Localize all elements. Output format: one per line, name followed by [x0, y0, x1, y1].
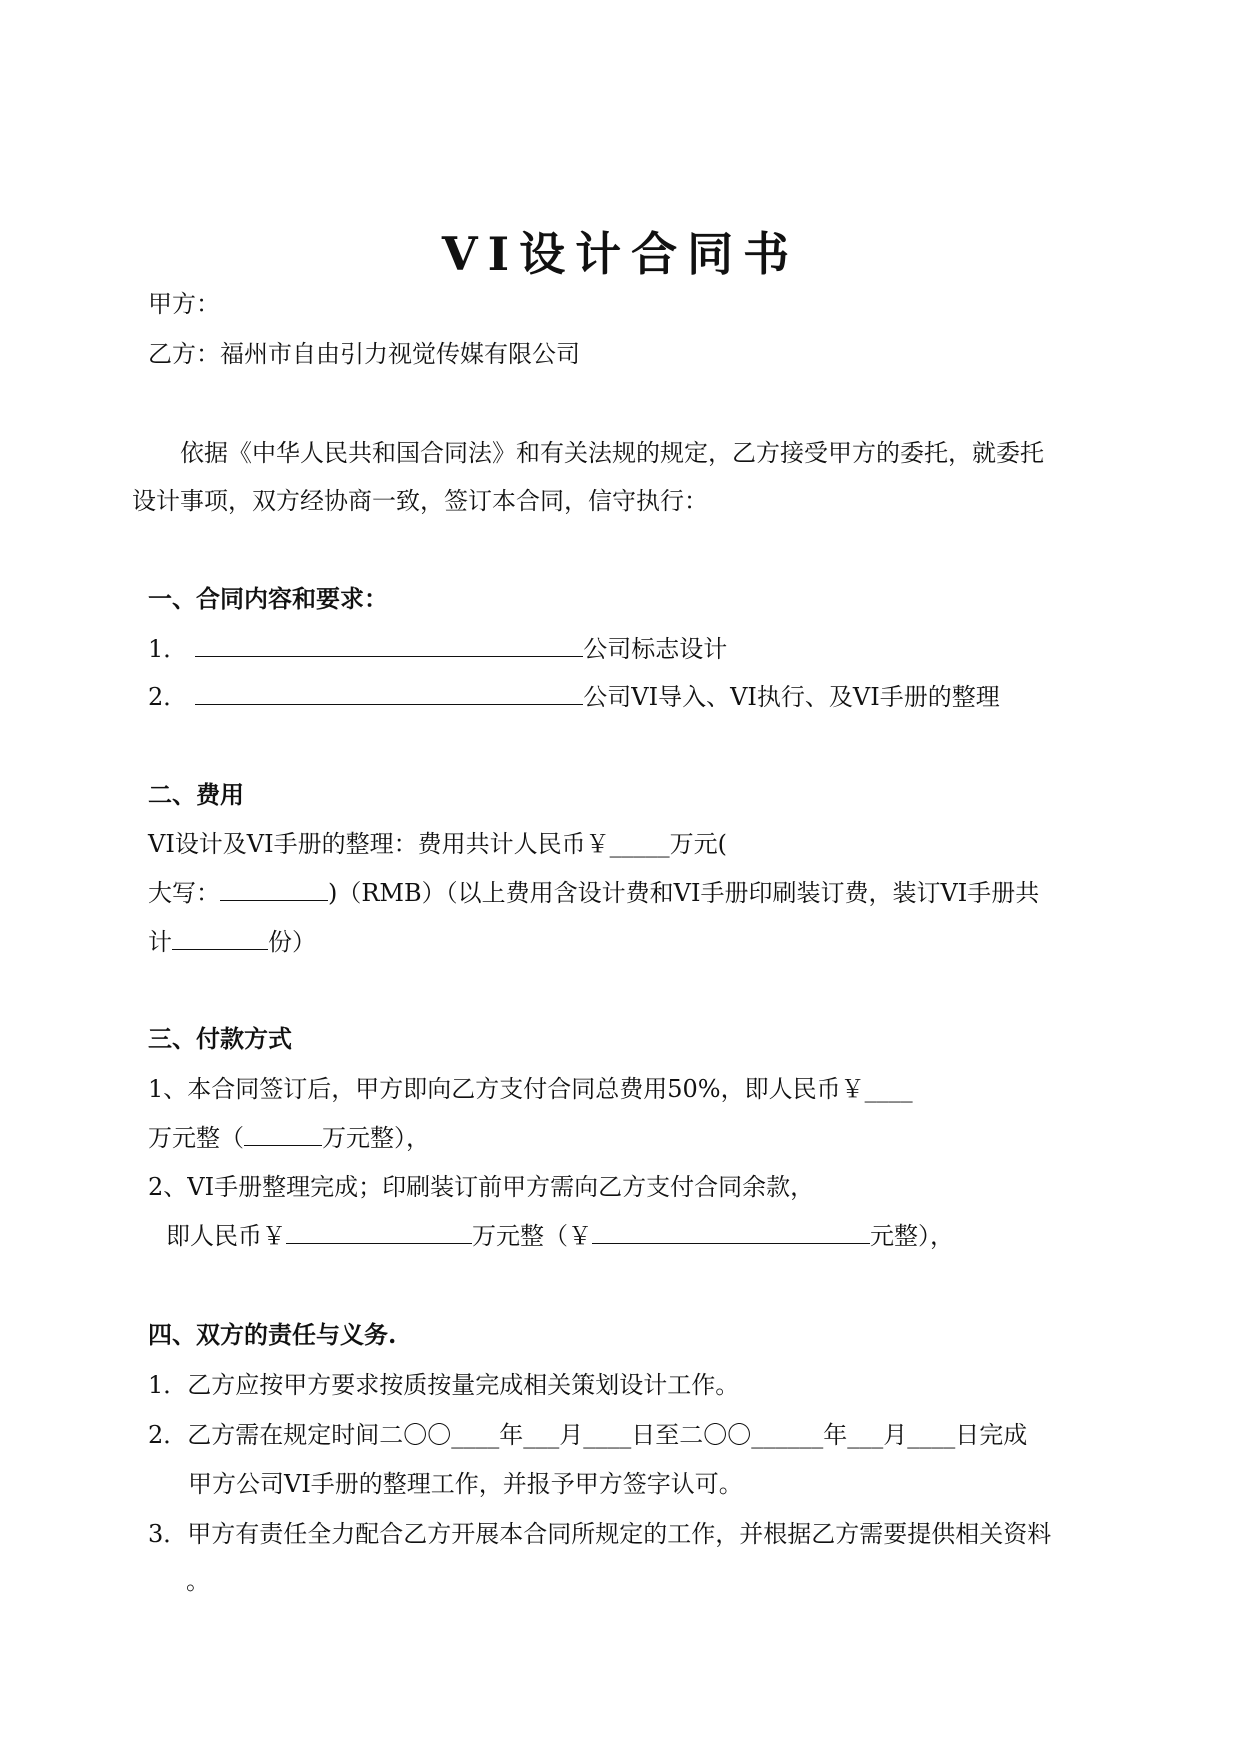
- section-3-heading: 三、付款方式: [148, 1024, 292, 1053]
- blank-underline: [244, 1123, 322, 1146]
- section-2-line-3: [148, 925, 316, 959]
- blank-underline: [195, 682, 583, 705]
- amount-caps-label: 大写：: [148, 879, 220, 907]
- section-4-item-3-line-2: 。: [186, 1567, 210, 1595]
- section-4-item-2-line-1: 2．乙方需在规定时间二〇〇____年___月____日至二〇〇______年___月____日完成: [148, 1421, 1028, 1449]
- section-3-line-2: [148, 1121, 430, 1155]
- blank-underline: [220, 878, 328, 901]
- section-3-line-3: 2、VI手册整理完成；印刷装订前甲方需向乙方支付合同余款，: [148, 1173, 815, 1201]
- party-a-label: 甲方：: [148, 290, 220, 318]
- section-1-item-1: [148, 632, 727, 666]
- payment-2-middle: 万元整（￥: [472, 1222, 592, 1250]
- item-text: 公司标志设计: [583, 635, 728, 663]
- blank-underline: [286, 1221, 472, 1244]
- intro-line-2: 设计事项，双方经协商一致，签订本合同，信守执行：: [132, 487, 708, 515]
- document-title: VI设计合同书: [441, 227, 800, 281]
- section-2-line-2: [148, 876, 1039, 910]
- section-4-heading: 四、双方的责任与义务.: [148, 1320, 397, 1349]
- section-1-heading: 一、合同内容和要求：: [148, 584, 388, 613]
- item-number: 2．: [148, 683, 188, 711]
- section-2-heading: 二、费用: [148, 780, 244, 809]
- section-3-line-1: 1、本合同签订后，甲方即向乙方支付合同总费用50%，即人民币￥____: [148, 1075, 913, 1103]
- copies-label: 计: [148, 928, 172, 956]
- blank-underline: [195, 634, 583, 657]
- copies-unit: 份）: [268, 928, 316, 956]
- blank-underline: [592, 1221, 870, 1244]
- party-b-line: 乙方：福州市自由引力视觉传媒有限公司: [148, 340, 580, 368]
- section-1-item-2: [148, 680, 1000, 714]
- fee-note: )（RMB）（以上费用含设计费和VI手册印刷装订费，装订VI手册共: [328, 879, 1040, 907]
- payment-2-suffix: 元整），: [870, 1222, 954, 1250]
- intro-line-1: 依据《中华人民共和国合同法》和有关法规的规定，乙方接受甲方的委托，就委托: [180, 439, 1044, 467]
- section-4-item-2-line-2: 甲方公司VI手册的整理工作，并报予甲方签字认可。: [188, 1470, 743, 1498]
- item-text: 公司VI导入、VI执行、及VI手册的整理: [583, 683, 1000, 711]
- section-2-line-1: VI设计及VI手册的整理：费用共计人民币￥_____万元(: [148, 830, 727, 858]
- payment-2-prefix: 即人民币￥: [166, 1222, 286, 1250]
- payment-1-prefix: 万元整（: [148, 1124, 244, 1152]
- payment-1-suffix: 万元整），: [322, 1124, 430, 1152]
- item-number: 1．: [148, 635, 188, 663]
- section-4-item-1: 1．乙方应按甲方要求按质按量完成相关策划设计工作。: [148, 1371, 740, 1399]
- blank-underline: [172, 927, 268, 950]
- section-4-item-3-line-1: 3．甲方有责任全力配合乙方开展本合同所规定的工作，并根据乙方需要提供相关资料: [148, 1520, 1052, 1548]
- section-3-line-4: [166, 1219, 954, 1253]
